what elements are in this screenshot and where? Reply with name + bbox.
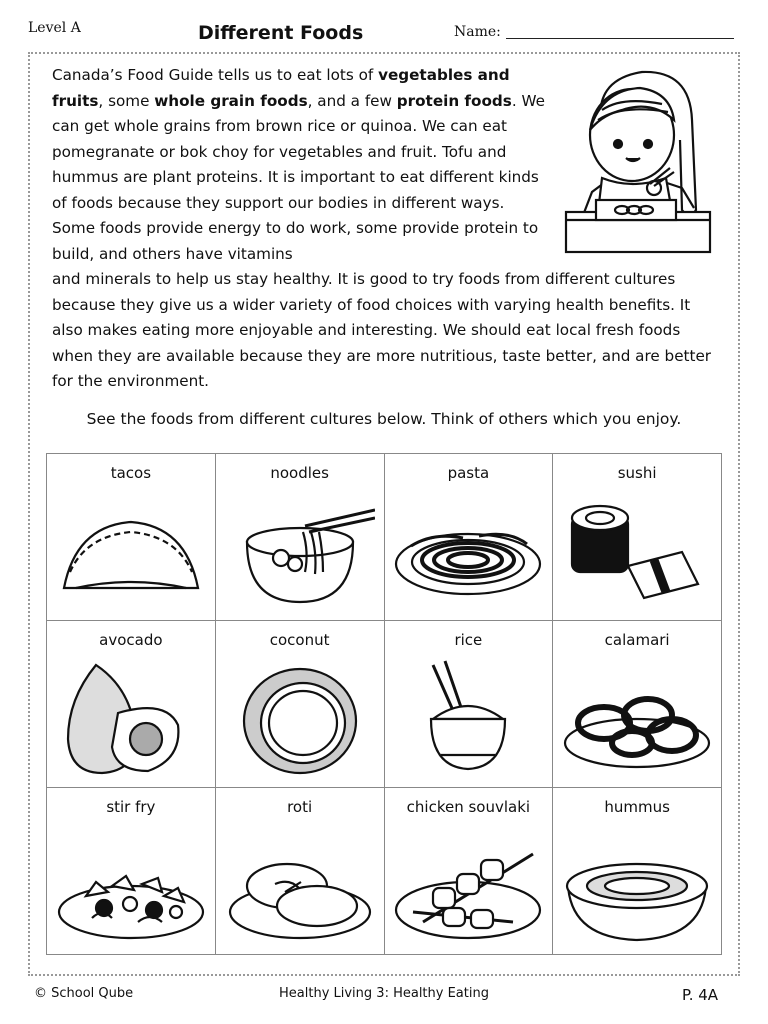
food-label: rice <box>454 631 483 649</box>
para-text-2: , some <box>98 91 155 110</box>
para-text-1: Canada’s Food Guide tells us to eat lots of <box>52 66 379 84</box>
food-label: coconut <box>269 631 330 649</box>
food-cell <box>47 454 216 621</box>
food-cell <box>384 621 553 788</box>
food-label: hummus <box>604 798 670 816</box>
food-cell <box>215 454 384 621</box>
food-label: tacos <box>110 464 152 482</box>
food-label: sushi <box>617 464 657 482</box>
footer-copyright: © School Qube <box>34 986 134 1001</box>
calamari-icon <box>562 659 712 777</box>
page-title: Different Foods <box>198 22 364 44</box>
souvlaki-icon <box>393 826 543 944</box>
stir-fry-icon <box>56 826 206 944</box>
para-bold-vegetables: vegetables and fruits <box>52 66 510 110</box>
level-label: Level A <box>28 20 81 36</box>
food-label: calamari <box>604 631 670 649</box>
intro-paragraph <box>52 63 722 395</box>
food-cell <box>215 788 384 955</box>
food-cell <box>553 454 722 621</box>
para-text-5: and minerals to help us stay healthy. It is good to try foods from different cultures because they give us a wider variety of food choices with varying health benefits. It also makes eating more enjoyable and interesting. We should eat local fresh foods when they are available because they are more nutritious, taste better, and are better for the environment. <box>52 270 712 390</box>
taco-icon <box>56 492 206 610</box>
coconut-icon <box>225 659 375 777</box>
para-text-4: . We can get whole grains from brown rice or quinoa. We can eat pomegranate or bok choy for vegetables and fruit. Tofu and hummus are plant proteins. It is important to eat different kinds of foods because they support our bodies in different ways. Some foods provide energy to do work, some provide protein to build, and others have vitamins <box>52 91 545 263</box>
name-label: Name: <box>454 24 501 40</box>
food-cell <box>384 454 553 621</box>
pasta-plate-icon <box>393 492 543 610</box>
food-label: stir fry <box>106 798 156 816</box>
hummus-icon <box>562 826 712 944</box>
name-line[interactable] <box>506 38 734 39</box>
noodle-bowl-icon <box>225 492 375 610</box>
food-cell <box>553 788 722 955</box>
food-cell <box>215 621 384 788</box>
food-label: avocado <box>99 631 163 649</box>
page-number: P. 4A <box>682 986 719 1004</box>
food-cell <box>47 621 216 788</box>
para-text-3: , and a few <box>307 91 397 110</box>
avocado-icon <box>56 659 206 777</box>
food-label: noodles <box>270 464 329 482</box>
rice-bowl-icon <box>393 659 543 777</box>
food-label: roti <box>287 798 313 816</box>
instruction-text: See the foods from different cultures below. Think of others which you enjoy. <box>86 410 682 428</box>
food-cell <box>384 788 553 955</box>
para-bold-grains: whole grain foods <box>154 91 308 110</box>
food-cell <box>47 788 216 955</box>
food-grid <box>46 453 722 955</box>
para-bold-protein: protein foods <box>396 91 512 110</box>
food-cell <box>553 621 722 788</box>
sushi-icon <box>562 492 712 610</box>
food-label: chicken souvlaki <box>406 798 531 816</box>
footer-course: Healthy Living 3: Healthy Eating <box>279 986 489 1001</box>
food-label: pasta <box>447 464 490 482</box>
roti-icon <box>225 826 375 944</box>
